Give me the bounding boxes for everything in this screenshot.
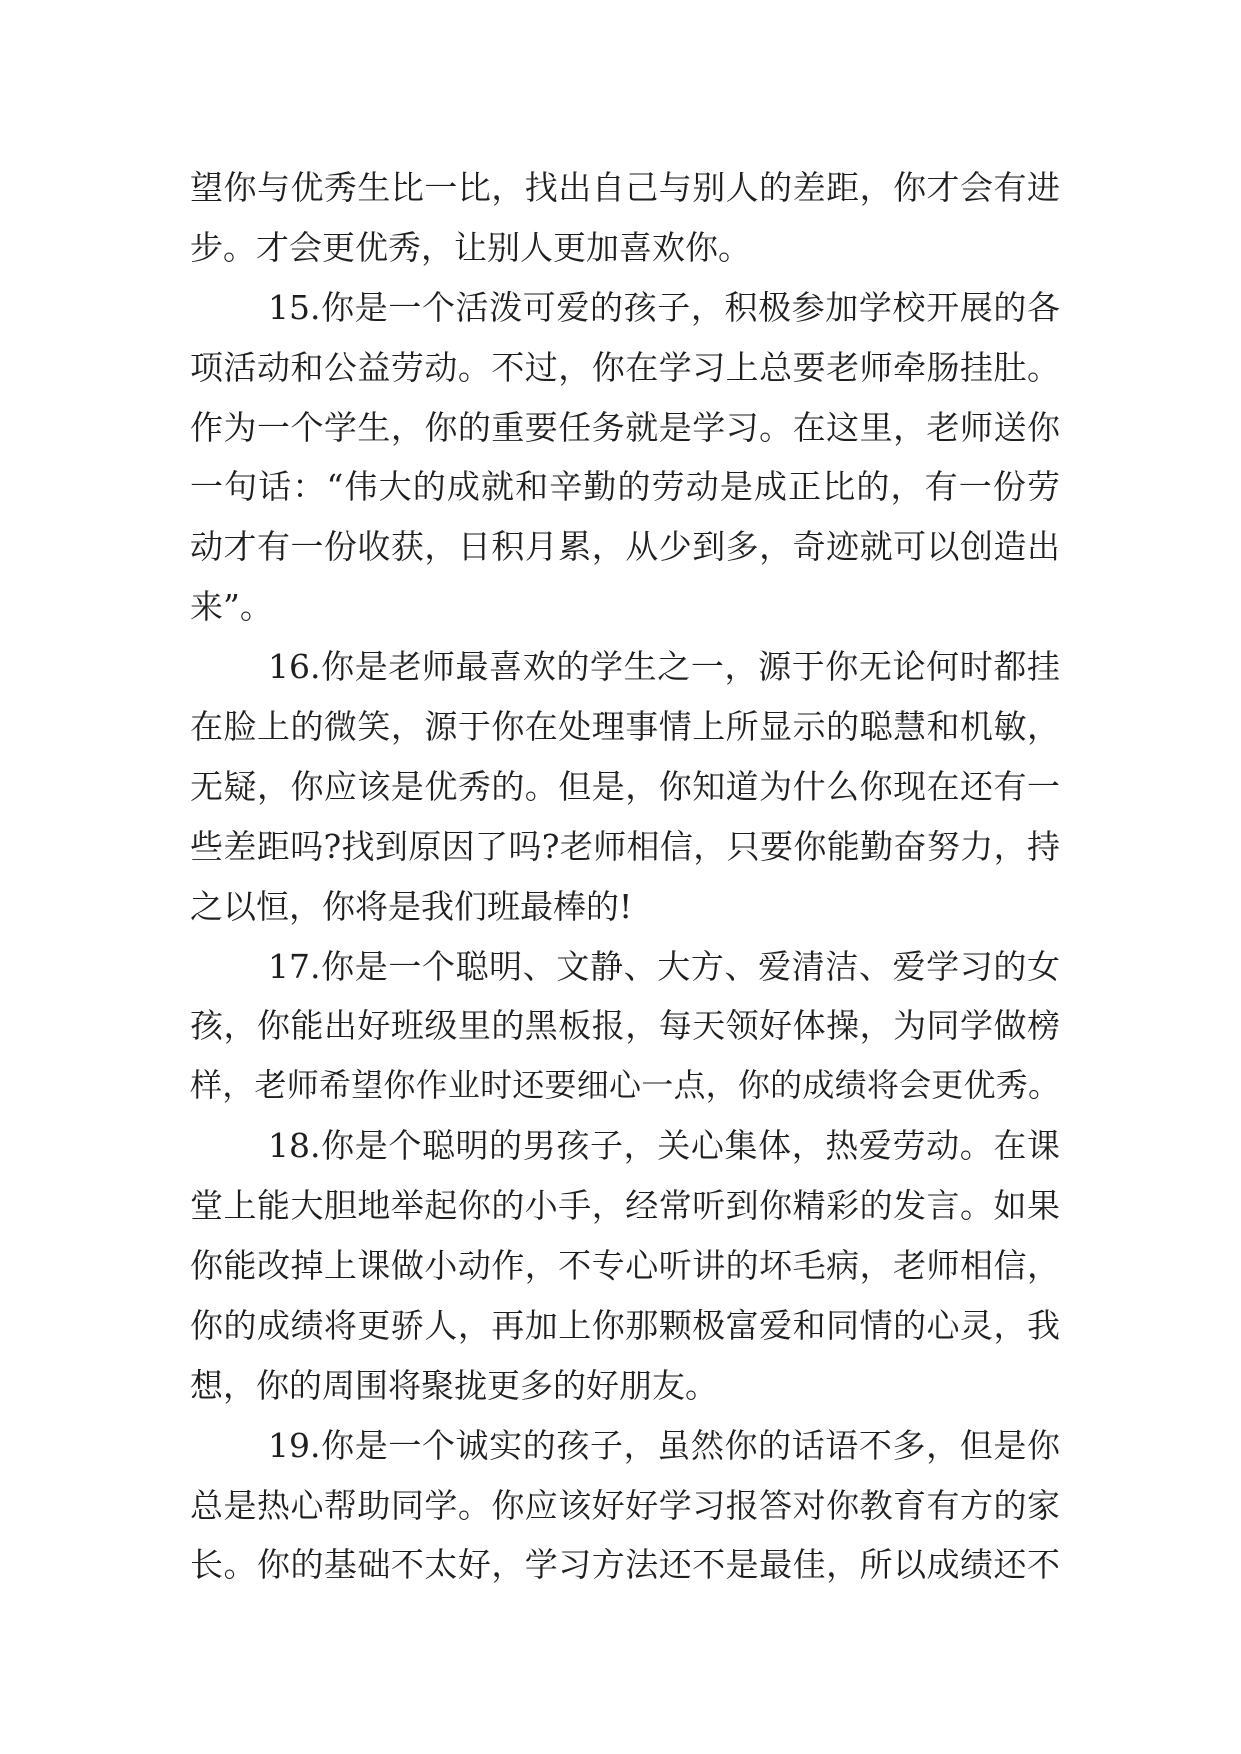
text-line: 孩，你能出好班级里的黑板报，每天领好体操，为同学做榜 [190, 1006, 1060, 1046]
paragraph-15-first-line: 15.你是一个活泼可爱的孩子，积极参加学校开展的各 [268, 287, 1060, 327]
text-line: 样，老师希望你作业时还要细心一点，你的成绩将会更优秀。 [190, 1066, 1060, 1105]
text-line: 望你与优秀生比一比，找出自己与别人的差距，你才会有进 [190, 168, 1060, 207]
text-line: 动才有一份收获，日积月累，从少到多，奇迹就可以创造出 [190, 527, 1060, 567]
text-line: 作为一个学生，你的重要任务就是学习。在这里，老师送你 [190, 407, 1060, 447]
document-body [190, 158, 1060, 1595]
paragraph-17-first-line: 17.你是一个聪明、文静、大方、爱清洁、爱学习的女 [268, 946, 1060, 986]
text-line: 你能改掉上课做小动作，不专心听讲的坏毛病，老师相信， [190, 1246, 1060, 1286]
text-line: 想，你的周围将聚拢更多的好朋友。 [190, 1365, 718, 1405]
text-line: 一句话：“伟大的成就和辛勤的劳动是成正比的，有一份劳 [190, 467, 1060, 507]
paragraph-19-first-line: 19.你是一个诚实的孩子，虽然你的话语不多，但是你 [268, 1425, 1060, 1465]
text-line: 你的成绩将更骄人，再加上你那颗极富爱和同情的心灵，我 [190, 1305, 1060, 1345]
text-line: 项活动和公益劳动。不过，你在学习上总要老师牵肠挂肚。 [190, 347, 1060, 387]
text-line: 之以恒，你将是我们班最棒的! [190, 886, 633, 926]
text-line: 总是热心帮助同学。你应该好好学习报答对你教育有方的家 [190, 1485, 1060, 1525]
text-line: 无疑，你应该是优秀的。但是，你知道为什么你现在还有一 [190, 766, 1060, 806]
text-line: 些差距吗?找到原因了吗?老师相信，只要你能勤奋努力，持 [190, 826, 1060, 866]
text-line: 堂上能大胆地举起你的小手，经常听到你精彩的发言。如果 [190, 1186, 1060, 1226]
paragraph-18-first-line: 18.你是个聪明的男孩子，关心集体，热爱劳动。在课 [268, 1126, 1060, 1166]
text-line: 来”。 [190, 587, 273, 627]
text-line: 步。才会更优秀，让别人更加喜欢你。 [190, 227, 751, 267]
paragraph-16-first-line: 16.你是老师最喜欢的学生之一，源于你无论何时都挂 [268, 647, 1060, 687]
text-line: 长。你的基础不太好，学习方法还不是最佳，所以成绩还不 [190, 1545, 1060, 1585]
text-line: 在脸上的微笑，源于你在处理事情上所显示的聪慧和机敏， [190, 707, 1060, 747]
